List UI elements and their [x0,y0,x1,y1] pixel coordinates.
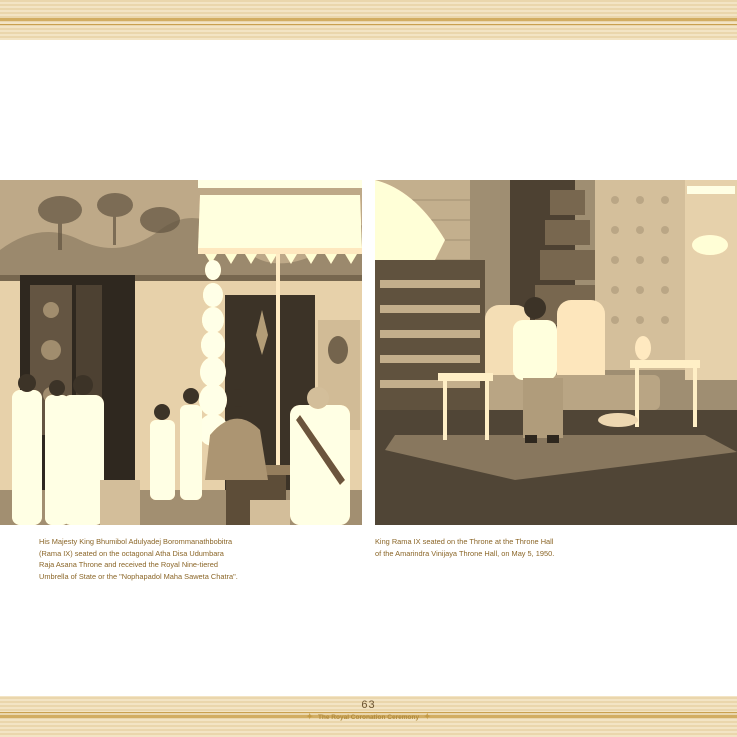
throne-hall-illustration [375,180,737,525]
ornament-icon: ✦ [423,712,431,721]
caption-line: King Rama IX seated on the Throne at the Throne Hall [375,537,554,546]
throne-hall-photo [375,180,737,525]
page-number: 63 [361,699,376,711]
top-decorative-band [0,0,737,40]
left-photo-caption [39,536,339,582]
top-band-gold-line [0,18,737,21]
coronation-umbrella-illustration [0,180,362,525]
ornament-icon: ✦ [306,712,314,721]
right-photo-caption [375,536,675,559]
running-title-text: The Royal Coronation Ceremony [317,714,420,721]
caption-line: (Rama IX) seated on the octagonal Atha Disa Udumbara [39,548,224,558]
caption-line: Raja Asana Throne and received the Royal Nine-tiered [39,560,218,570]
coronation-umbrella-photo [0,180,362,525]
caption-line: His Majesty King Bhumibol Adulyadej Borommanathbobitra [39,537,233,546]
caption-line: Umbrella of State or the "Nophapadol Maha Saweta Chatra". [39,571,238,581]
running-title [0,712,737,721]
caption-line: of the Amarindra Vinijaya Throne Hall, on May 5, 1950. [375,548,555,558]
top-band-thin-line [0,24,737,25]
